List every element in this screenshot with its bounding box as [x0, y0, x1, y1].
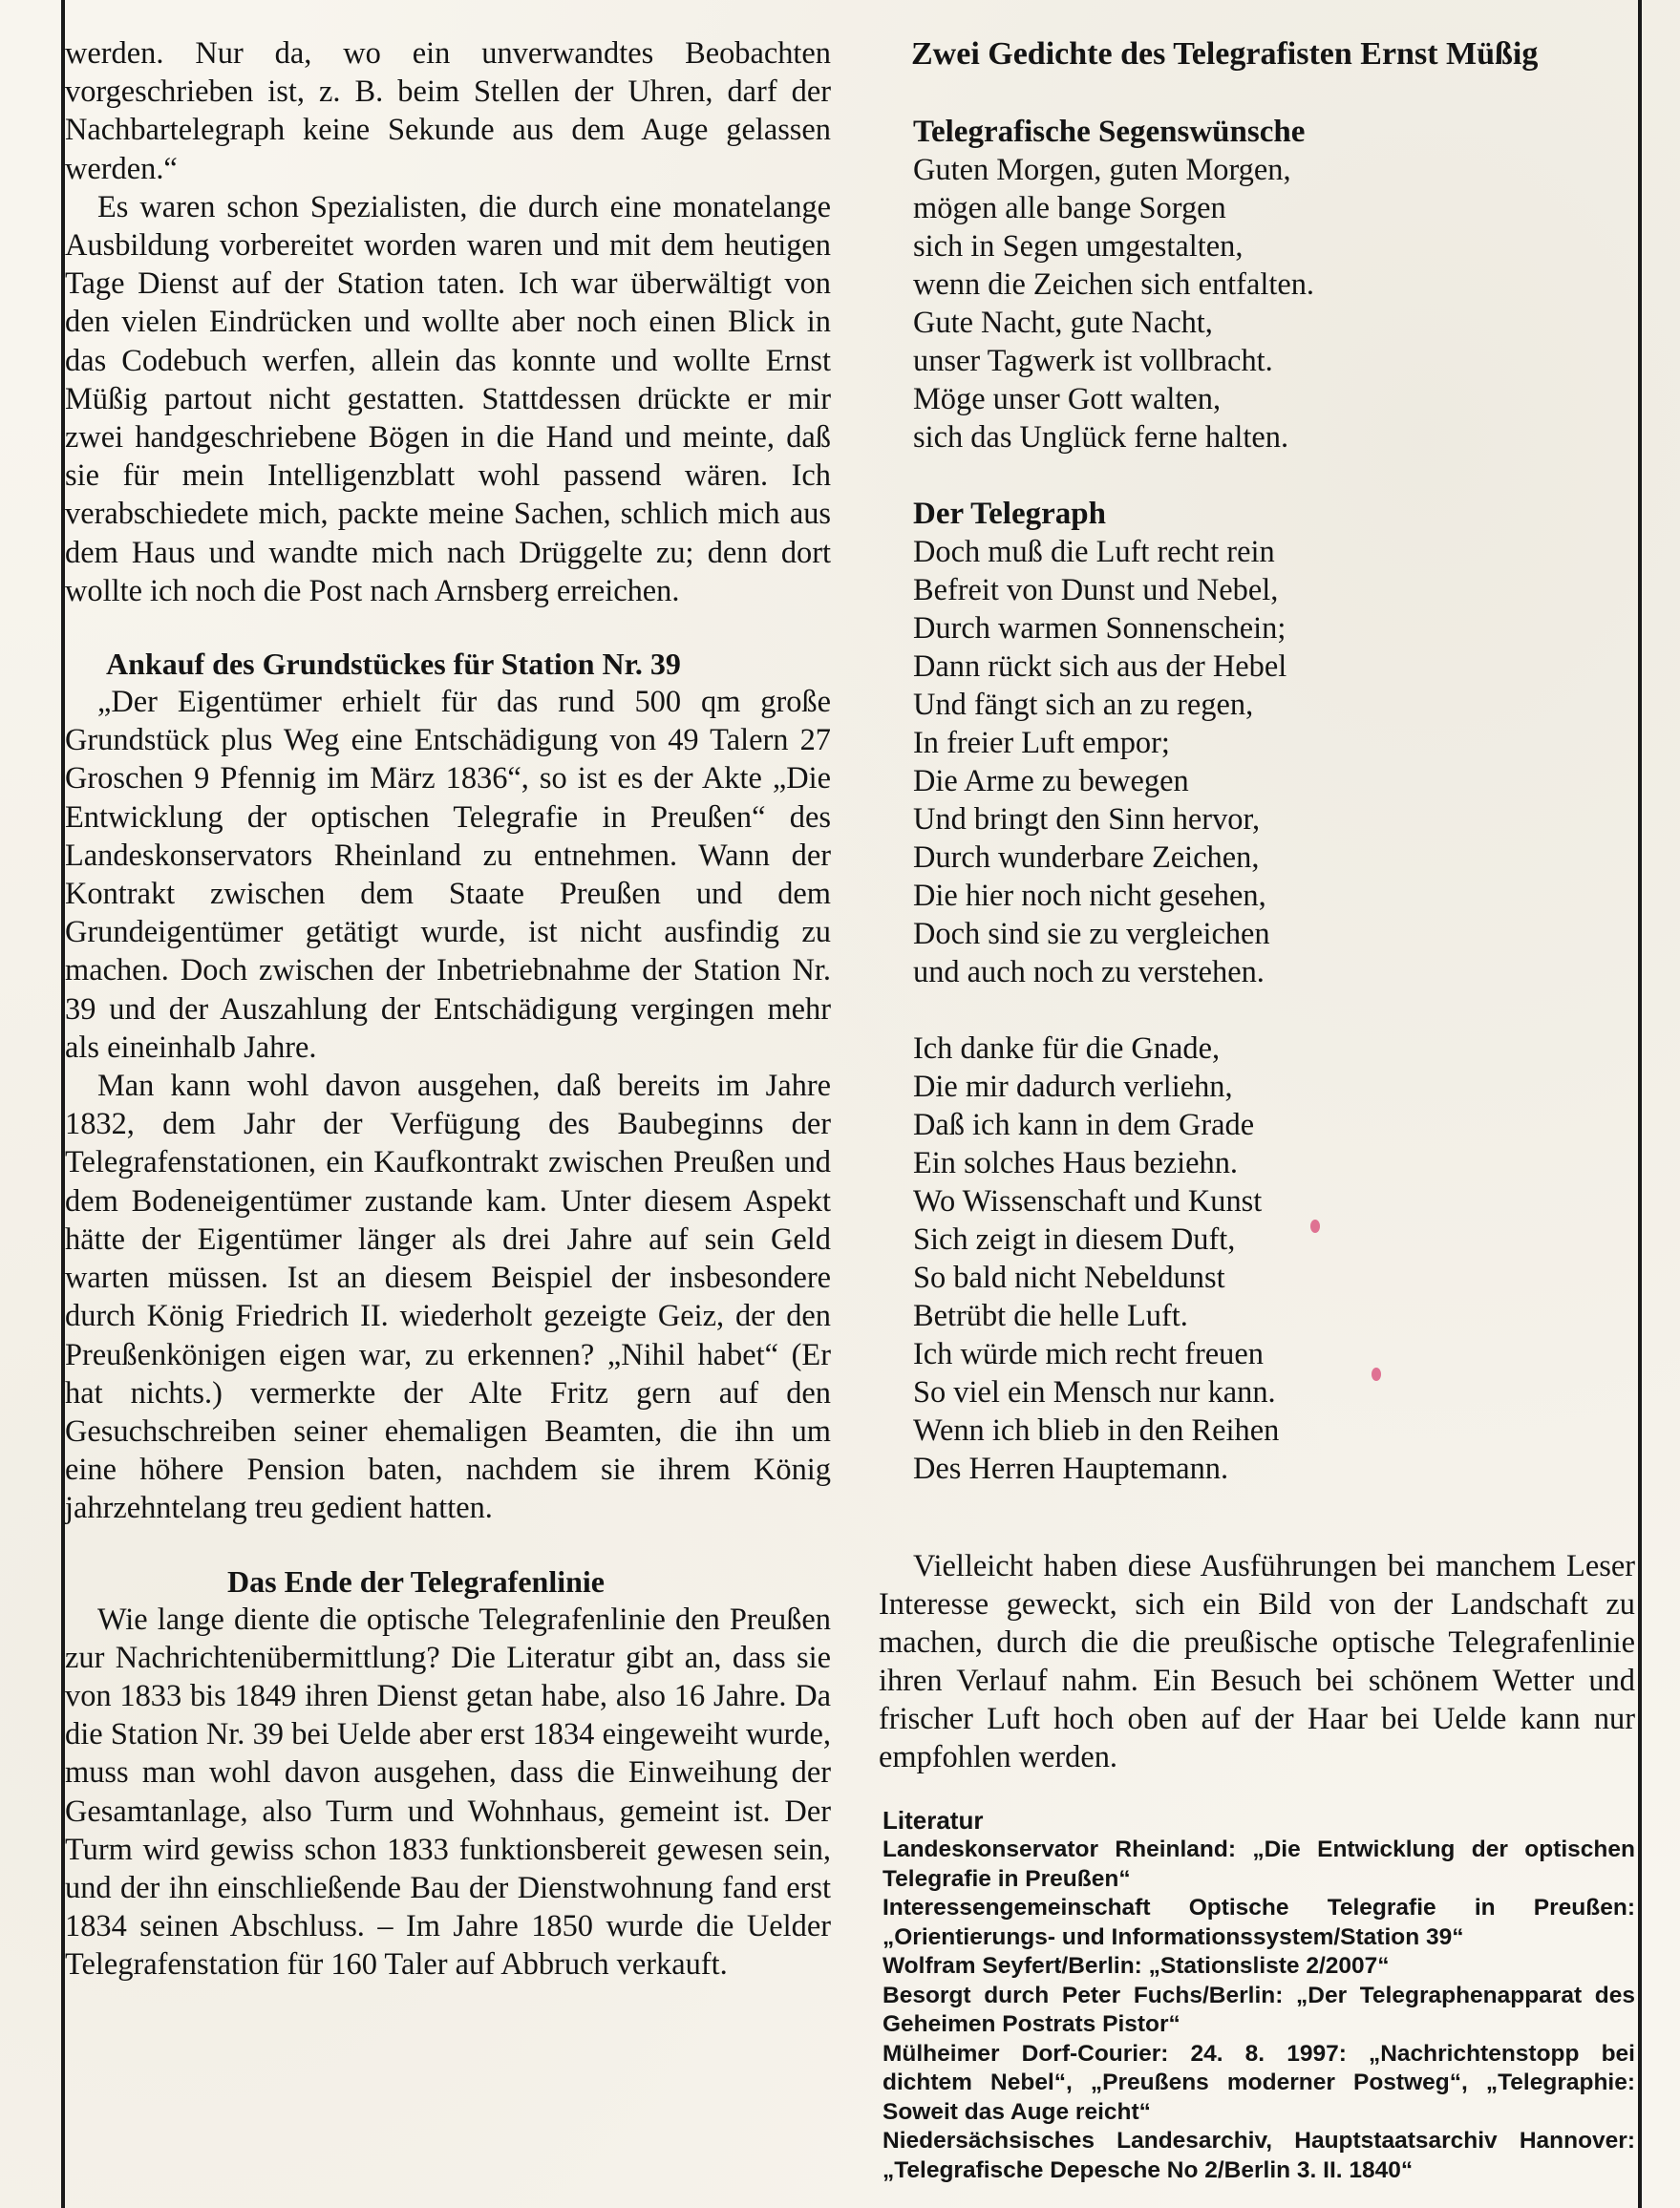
closing-paragraph: Vielleicht haben diese Ausführungen bei manchem Leser Interesse geweckt, sich ein Bild von der Landschaft zu machen, durch die die preußische optische Telegrafenlinie ihren Verlauf nahm. Ein Besuch bei schönem Wetter und frischer Luft hoch oben auf der Haar bei Uelde kann nur empfohlen werden.	[879, 1549, 1635, 1774]
paragraph-4: Man kann wohl davon ausgehen, daß bereits im Jahre 1832, dem Jahr der Verfügung des Baubeginns der Telegrafenstationen, ein Kaufkontrakt zwischen Preußen und dem Bodeneigentümer zustande kam. Unter diesem Aspekt hätte der Eigentümer länger als drei Jahre auf sein Geld warten müssen. Ist an diesem Beispiel der insbesondere durch König Friedrich II. wiederholt gezeigte Geiz, der den Preußenkönigen eigen war, zu erkennen? „Nihil habet“ (Er hat nichts.) vermerkte der Alte Fritz gern auf den Gesuchschreiben seiner ehemaligen Beamten, die ihn um eine höhere Pension baten, nachdem sie ihrem König jahrzehntelang treu gedient hatten.	[65, 1069, 831, 1526]
paragraph-1: werden. Nur da, wo ein unverwandtes Beobachten vorgeschrieben ist, z. B. beim Stellen der Uhren, darf der Nachbartelegraph keine Sekunde aus dem Auge gelassen werden.“	[65, 36, 831, 186]
poem2-line: Doch muß die Luft recht rein	[913, 535, 1275, 569]
poem2-line: Des Herren Hauptemann.	[913, 1452, 1229, 1486]
poem1-title: Telegrafische Segenswünsche	[913, 115, 1306, 149]
poem2-line: Durch wunderbare Zeichen,	[913, 840, 1260, 875]
paragraph-3: „Der Eigentümer erhielt für das rund 500 qm große Grundstück plus Weg eine Entschädigung von 49 Talern 27 Groschen 9 Pfennig im März 1836“, so ist es der Akte „Die Entwicklung der optischen Telegrafie in Preußen“ des Landeskonservators Rheinland zu entnehmen. Wann der Kontrakt zwischen dem Staate Preußen und dem Grundeigentümer getätigt wurde, ist nicht ausfindig zu machen. Doch zwischen der Inbetriebnahme der Station Nr. 39 und der Auszahlung der Entschädigung vergingen mehr als eineinhalb Jahre.	[65, 685, 831, 1065]
poem2-line: Die Arme zu bewegen	[913, 764, 1189, 798]
poem2-line: Wenn ich blieb in den Reihen	[913, 1413, 1280, 1448]
literature-item: Wolfram Seyfert/Berlin: „Stationsliste 2/2007“	[883, 1953, 1390, 1979]
heading-grundstueck: Ankauf des Grundstückes für Station Nr. 39	[106, 647, 681, 682]
literature-list	[879, 1836, 1635, 2185]
poem1	[879, 151, 1635, 456]
poem1-line: Gute Nacht, gute Nacht,	[913, 306, 1213, 340]
poem1-line: unser Tagwerk ist vollbracht.	[913, 344, 1273, 378]
poem2-title: Der Telegraph	[913, 497, 1106, 531]
poem2-line: Ich würde mich recht freuen	[913, 1337, 1264, 1371]
poem2-line: Betrübt die helle Luft.	[913, 1299, 1188, 1333]
literature-item: Landeskonservator Rheinland: „Die Entwicklung der optischen Telegrafie in Preußen“	[883, 1836, 1635, 1892]
poem2-line: Und fängt sich an zu regen,	[913, 688, 1254, 722]
poem2-line: Dann rückt sich aus der Hebel	[913, 649, 1287, 684]
poem2-line: Ein solches Haus beziehn.	[913, 1146, 1239, 1180]
poem2-line: Befreit von Dunst und Nebel,	[913, 573, 1279, 607]
poem1-line: Möge unser Gott walten,	[913, 382, 1222, 416]
poem2-line: Durch warmen Sonnenschein;	[913, 611, 1287, 646]
poem2-line: Wo Wissenschaft und Kunst	[913, 1184, 1263, 1219]
poem2-line: Sich zeigt in diesem Duft,	[913, 1222, 1236, 1257]
poem1-line: wenn die Zeichen sich entfalten.	[913, 267, 1315, 302]
literature-heading: Literatur	[883, 1806, 984, 1835]
paragraph-5: Wie lange diente die optische Telegrafenlinie den Preußen zur Nachrichtenübermittlung? Die Literatur gibt an, dass sie von 1833 bis 1849 ihren Dienst getan habe, also 16 Jahre. Da die Station Nr. 39 bei Uelde aber erst 1834 eingeweiht wurde, muss man wohl davon ausgehen, dass die Einweihung der Gesamtanlage, also Turm und Wohnhaus, gemeint ist. Der Turm wird gewiss schon 1833 funktionsbereit gewesen sein, und der ihn einschließende Bau der Dienstwohnung fand erst 1834 seinen Abschluss. – Im Jahre 1850 wurde die Uelder Telegrafenstation für 160 Taler auf Abbruch verkauft.	[65, 1602, 831, 1983]
right-border-rule	[1638, 0, 1642, 2208]
literature-item: Interessengemeinschaft Optische Telegrafie in Preußen: „Orientierungs- und Informationssystem/Station 39“	[883, 1895, 1635, 1950]
literature-item: Besorgt durch Peter Fuchs/Berlin: „Der Telegraphenapparat des Geheimen Postrats Pistor“	[883, 1982, 1635, 2037]
poem1-line: mögen alle bange Sorgen	[913, 191, 1226, 225]
poem2-line: Die mir dadurch verliehn,	[913, 1070, 1233, 1104]
poem2-line: Und bringt den Sinn hervor,	[913, 802, 1261, 837]
right-column	[879, 34, 1635, 2185]
poems-heading: Zwei Gedichte des Telegrafisten Ernst Müßig	[911, 36, 1539, 72]
poem2-line: So viel ein Mensch nur kann.	[913, 1375, 1276, 1410]
poem1-line: sich in Segen umgestalten,	[913, 229, 1244, 264]
poem1-line: sich das Unglück ferne halten.	[913, 420, 1289, 455]
left-column	[65, 34, 831, 1985]
poem2-line: Die hier noch nicht gesehen,	[913, 879, 1266, 913]
heading-ende: Das Ende der Telegrafenlinie	[227, 1563, 605, 1599]
ink-stain	[1372, 1368, 1381, 1381]
paragraph-2: Es waren schon Spezialisten, die durch eine monatelange Ausbildung vorbereitet worden waren und mit dem heutigen Tage Dienst auf der Station taten. Ich war überwältigt von den vielen Eindrücken und wollte aber noch einen Blick in das Codebuch werfen, allein das konnte und wollte Ernst Müßig partout nicht gestatten. Stattdessen drückte er mir zwei handgeschriebene Bögen in die Hand und meinte, daß sie für mein Intelligenzblatt wohl passend wären. Ich verabschiedete mich, packte meine Sachen, schlich mich aus dem Haus und wandte mich nach Drüggelte zu; denn dort wollte ich noch die Post nach Arnsberg erreichen.	[65, 189, 831, 608]
literature-item: Niedersächsisches Landesarchiv, Hauptstaatsarchiv Hannover: „Telegrafische Depesche No 2/Berlin 3. II. 1840“	[883, 2128, 1635, 2183]
poem2-stanza2	[879, 1030, 1635, 1488]
poem2-line: In freier Luft empor;	[913, 726, 1170, 760]
poem2-line: Daß ich kann in dem Grade	[913, 1108, 1255, 1142]
poem2-stanza1	[879, 533, 1635, 991]
poem2-line: So bald nicht Nebeldunst	[913, 1261, 1225, 1295]
poem1-line: Guten Morgen, guten Morgen,	[913, 153, 1291, 187]
poem2-line: Doch sind sie zu vergleichen	[913, 917, 1270, 951]
literature-item: Mülheimer Dorf-Courier: 24. 8. 1997: „Nachrichtenstopp bei dichtem Nebel“, „Preußens moderner Postweg“, „Telegraphie: Soweit das Auge reicht“	[883, 2040, 1635, 2125]
poem2-line: und auch noch zu verstehen.	[913, 955, 1265, 989]
poem2-line: Ich danke für die Gnade,	[913, 1031, 1221, 1066]
ink-stain	[1310, 1220, 1320, 1233]
